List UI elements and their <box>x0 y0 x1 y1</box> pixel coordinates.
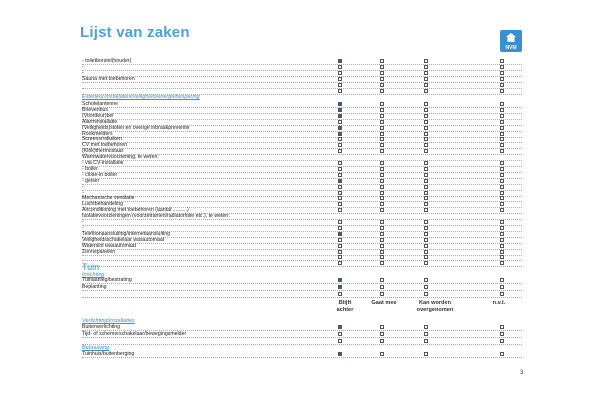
checkbox-col4[interactable] <box>500 179 504 183</box>
bebouwing-row <box>82 351 522 358</box>
checkbox-col3[interactable] <box>424 250 428 254</box>
section-exterior-heading: Exterieur/installaties/veiligheid/energiebesparing <box>82 94 200 100</box>
checkbox-col3[interactable] <box>424 59 428 63</box>
checkbox-col4[interactable] <box>500 71 504 75</box>
checkbox-col3[interactable] <box>424 244 428 248</box>
checkbox-col4[interactable] <box>500 114 504 118</box>
row-label: Tuinhuis/buitenberging <box>82 351 135 357</box>
row-label: - via CV-installatie <box>82 160 124 166</box>
row-label: Mechanische ventilatie <box>82 195 135 202</box>
checkbox-col3[interactable] <box>424 292 428 296</box>
checkbox-col1[interactable] <box>338 108 342 112</box>
checkbox-col3[interactable] <box>424 71 428 75</box>
row-label: Isolatievoorzieningen (voorzetramen/radiatorfolie etc.), te weten: <box>82 213 230 220</box>
checkbox-col3[interactable] <box>424 179 428 183</box>
checkbox-col2[interactable] <box>380 120 384 124</box>
row-label: - <box>82 224 84 231</box>
row-label: - toiletborstel(houder) <box>82 58 132 64</box>
checkbox-col3[interactable] <box>424 114 428 118</box>
checkbox-col1[interactable] <box>338 185 342 189</box>
checkbox-col4[interactable] <box>500 202 504 206</box>
tuin-row <box>82 291 522 298</box>
checkbox-col4[interactable] <box>500 292 504 296</box>
checkbox-col2[interactable] <box>380 278 384 282</box>
section-verlichting-heading: Verlichting/installaties <box>82 318 135 324</box>
row-label: - close-in boiler <box>82 171 118 178</box>
checkbox-col1[interactable] <box>338 226 342 230</box>
checkbox-col3[interactable] <box>424 238 428 242</box>
checkbox-col4[interactable] <box>500 332 504 336</box>
checkbox-col3[interactable] <box>424 352 428 356</box>
row-label: Luchtbehandeling <box>82 201 123 208</box>
checkbox-col2[interactable] <box>380 255 384 259</box>
checkbox-col3[interactable] <box>424 202 428 206</box>
checkbox-col3[interactable] <box>424 161 428 165</box>
house-icon <box>505 32 517 44</box>
checkbox-col4[interactable] <box>500 278 504 282</box>
row-label: CV met toebehoren <box>82 142 127 149</box>
checkbox-col2[interactable] <box>380 232 384 236</box>
checkbox-col4[interactable] <box>500 325 504 329</box>
row-label: Alarminstallatie <box>82 118 118 125</box>
checkbox-col3[interactable] <box>424 208 428 212</box>
checkbox-col1[interactable] <box>338 120 342 124</box>
checkbox-col1[interactable] <box>338 208 342 212</box>
section-bebouwing-heading: Bebouwing <box>82 345 110 351</box>
checkbox-col3[interactable] <box>424 120 428 124</box>
checkbox-col4[interactable] <box>500 59 504 63</box>
checkbox-col1[interactable] <box>338 261 342 265</box>
checkbox-col1[interactable] <box>338 71 342 75</box>
checkbox-col1[interactable] <box>338 191 342 195</box>
checkbox-col3[interactable] <box>424 232 428 236</box>
checkbox-col3[interactable] <box>424 137 428 141</box>
checkbox-col4[interactable] <box>500 196 504 200</box>
row-label: (Veiligheids)sloten en overige inbraakpreventie <box>82 124 190 131</box>
checkbox-col4[interactable] <box>500 83 504 87</box>
checkbox-col2[interactable] <box>380 261 384 265</box>
checkbox-col2[interactable] <box>380 238 384 242</box>
checkbox-col2[interactable] <box>380 89 384 93</box>
row-label: - <box>82 183 84 190</box>
checkbox-col1[interactable] <box>338 255 342 259</box>
checkbox-col1[interactable] <box>338 59 342 63</box>
row-label: Waterslot wasautomaat <box>82 242 137 249</box>
checkbox-col3[interactable] <box>424 332 428 336</box>
checkbox-col1[interactable] <box>338 167 342 171</box>
row-label: Sauna met toebehoren <box>82 75 135 82</box>
checkbox-col4[interactable] <box>500 352 504 356</box>
checkbox-col1[interactable] <box>338 137 342 141</box>
page-title: Lijst van zaken <box>80 24 190 41</box>
checkbox-col2[interactable] <box>380 250 384 254</box>
checkbox-col2[interactable] <box>380 339 384 343</box>
checkbox-col2[interactable] <box>380 191 384 195</box>
header-nvt: n.v.t. <box>492 300 506 306</box>
row-label: (Klök)thermostaat <box>82 148 123 155</box>
row-label: - geiser <box>82 177 100 184</box>
header-gaat-mee: Gaat mee <box>371 300 397 306</box>
checkbox-col1[interactable] <box>338 285 342 289</box>
checkbox-col1[interactable] <box>338 244 342 248</box>
checkbox-col3[interactable] <box>424 149 428 153</box>
checkbox-col3[interactable] <box>424 285 428 289</box>
checkbox-col1[interactable] <box>338 179 342 183</box>
row-label: - <box>82 189 84 196</box>
checkbox-col2[interactable] <box>380 352 384 356</box>
row-label: - <box>82 69 84 76</box>
checkbox-col4[interactable] <box>500 161 504 165</box>
checkbox-col4[interactable] <box>500 149 504 153</box>
checkbox-col2[interactable] <box>380 208 384 212</box>
checkbox-col1[interactable] <box>338 238 342 242</box>
checkbox-col4[interactable] <box>500 250 504 254</box>
checkbox-col1[interactable] <box>338 352 342 356</box>
exterior-row <box>82 260 522 267</box>
checkbox-col1[interactable] <box>338 126 342 130</box>
row-label: Airconditioning met toebehoren (aantal:..........) <box>82 207 189 214</box>
checkbox-col4[interactable] <box>500 137 504 141</box>
row-label: Tijd- of schemerschakelaar/bewegingsmelder <box>82 330 187 337</box>
checkbox-col4[interactable] <box>500 65 504 69</box>
checkbox-col3[interactable] <box>424 278 428 282</box>
checkbox-col4[interactable] <box>500 132 504 136</box>
checkbox-col4[interactable] <box>500 185 504 189</box>
row-label: Beplanting <box>82 283 107 290</box>
checkbox-col1[interactable] <box>338 250 342 254</box>
checkbox-col1[interactable] <box>338 89 342 93</box>
checkbox-col4[interactable] <box>500 220 504 224</box>
row-label: Screens/rolluiken <box>82 136 122 143</box>
checkbox-col1[interactable] <box>338 339 342 343</box>
checkbox-col3[interactable] <box>424 226 428 230</box>
header-kan-worden-overgenomen: Kan worden overgenomen <box>416 300 454 313</box>
row-label: Zonnepanelen <box>82 248 116 255</box>
checkbox-col2[interactable] <box>380 179 384 183</box>
dotted-rule <box>82 266 522 267</box>
checkbox-col3[interactable] <box>424 65 428 69</box>
checkbox-col3[interactable] <box>424 126 428 130</box>
checkbox-col2[interactable] <box>380 196 384 200</box>
checkbox-col4[interactable] <box>500 244 504 248</box>
checkbox-col2[interactable] <box>380 108 384 112</box>
checkbox-col4[interactable] <box>500 226 504 230</box>
row-label: - <box>82 219 84 225</box>
checkbox-col1[interactable] <box>338 83 342 87</box>
checkbox-col2[interactable] <box>380 173 384 177</box>
checkbox-col2[interactable] <box>380 167 384 171</box>
checkbox-col3[interactable] <box>424 108 428 112</box>
checkbox-col4[interactable] <box>500 191 504 195</box>
checkbox-col3[interactable] <box>424 77 428 81</box>
row-label: Veiligheidsschakelaar wasautomaat <box>82 236 165 243</box>
checkbox-col3[interactable] <box>424 196 428 200</box>
checkbox-col2[interactable] <box>380 59 384 63</box>
checkbox-col2[interactable] <box>380 71 384 75</box>
checkbox-col2[interactable] <box>380 77 384 81</box>
checkbox-col2[interactable] <box>380 132 384 136</box>
checkbox-col3[interactable] <box>424 143 428 147</box>
page-number: 3 <box>520 370 524 376</box>
checkbox-col1[interactable] <box>338 149 342 153</box>
checkbox-col1[interactable] <box>338 114 342 118</box>
checkbox-col2[interactable] <box>380 143 384 147</box>
checkbox-col3[interactable] <box>424 83 428 87</box>
dotted-rule <box>82 297 522 298</box>
checkbox-col1[interactable] <box>338 332 342 336</box>
checkbox-col3[interactable] <box>424 132 428 136</box>
checkbox-col4[interactable] <box>500 208 504 212</box>
row-label: (Voordeur)bel <box>82 112 114 119</box>
checkbox-col4[interactable] <box>500 102 504 106</box>
checkbox-col3[interactable] <box>424 255 428 259</box>
row-label: Rookmelders <box>82 130 113 137</box>
checkbox-col2[interactable] <box>380 149 384 153</box>
checkbox-col1[interactable] <box>338 143 342 147</box>
checkbox-col1[interactable] <box>338 278 342 282</box>
verlichting-row <box>82 338 522 345</box>
checkbox-col4[interactable] <box>500 77 504 81</box>
checkbox-col1[interactable] <box>338 232 342 236</box>
dotted-rule <box>82 357 522 358</box>
checkbox-col3[interactable] <box>424 185 428 189</box>
checkbox-col2[interactable] <box>380 161 384 165</box>
section-tuin-heading: Tuin <box>82 262 100 272</box>
checkbox-col2[interactable] <box>380 292 384 296</box>
checkbox-col3[interactable] <box>424 102 428 106</box>
row-label: - <box>82 63 84 70</box>
checkbox-col4[interactable] <box>500 238 504 242</box>
checkbox-col1[interactable] <box>338 202 342 206</box>
checkbox-col4[interactable] <box>500 339 504 343</box>
checkbox-col2[interactable] <box>380 325 384 329</box>
checkbox-col3[interactable] <box>424 191 428 195</box>
checkbox-col3[interactable] <box>424 325 428 329</box>
checkbox-col1[interactable] <box>338 102 342 106</box>
row-label: Schotelantenne <box>82 101 119 107</box>
header-blijft-achter: Blijft achter <box>336 300 354 313</box>
checkbox-col4[interactable] <box>500 173 504 177</box>
checkbox-col1[interactable] <box>338 161 342 165</box>
checkbox-col3[interactable] <box>424 167 428 171</box>
checkbox-col4[interactable] <box>500 285 504 289</box>
checkbox-col1[interactable] <box>338 173 342 177</box>
checkbox-col4[interactable] <box>500 167 504 171</box>
checkbox-col2[interactable] <box>380 83 384 87</box>
checkbox-col1[interactable] <box>338 325 342 329</box>
checkbox-col4[interactable] <box>500 261 504 265</box>
dotted-rule <box>82 344 522 345</box>
checkbox-col3[interactable] <box>424 89 428 93</box>
row-label: Buitenverlichting <box>82 324 121 330</box>
logo-text: NVM <box>505 45 517 51</box>
checkbox-col1[interactable] <box>338 292 342 296</box>
checkbox-col4[interactable] <box>500 120 504 124</box>
checkbox-col1[interactable] <box>338 77 342 81</box>
checkbox-col3[interactable] <box>424 173 428 177</box>
checkbox-col2[interactable] <box>380 114 384 118</box>
checkbox-col4[interactable] <box>500 108 504 112</box>
checkbox-col1[interactable] <box>338 65 342 69</box>
checkbox-col4[interactable] <box>500 143 504 147</box>
checkbox-col2[interactable] <box>380 102 384 106</box>
checkbox-col2[interactable] <box>380 126 384 130</box>
row-label: Warmwatervoorziening, te weten: <box>82 154 159 161</box>
checkbox-col2[interactable] <box>380 137 384 141</box>
checkbox-col4[interactable] <box>500 255 504 259</box>
checkbox-col2[interactable] <box>380 220 384 224</box>
checkbox-col3[interactable] <box>424 261 428 265</box>
checkbox-col1[interactable] <box>338 220 342 224</box>
checkbox-col2[interactable] <box>380 244 384 248</box>
checkbox-col4[interactable] <box>500 232 504 236</box>
checkbox-col3[interactable] <box>424 339 428 343</box>
row-label: Brievenbus <box>82 106 108 113</box>
checkbox-col4[interactable] <box>500 89 504 93</box>
section-tuin-subheading: Inrichting <box>82 272 105 278</box>
row-label: - boiler <box>82 165 98 172</box>
nvm-logo <box>500 30 522 52</box>
checkbox-col2[interactable] <box>380 226 384 230</box>
checkbox-col2[interactable] <box>380 332 384 336</box>
checkbox-col2[interactable] <box>380 202 384 206</box>
checkbox-col1[interactable] <box>338 132 342 136</box>
row-label: Tuinaanleg/bestrating <box>82 277 132 283</box>
checkbox-col2[interactable] <box>380 285 384 289</box>
checkbox-col3[interactable] <box>424 220 428 224</box>
row-label: Telefoonaansluiting/internetaansluiting <box>82 230 170 237</box>
checkbox-col1[interactable] <box>338 196 342 200</box>
checkbox-col2[interactable] <box>380 185 384 189</box>
checkbox-col4[interactable] <box>500 126 504 130</box>
checkbox-col2[interactable] <box>380 65 384 69</box>
